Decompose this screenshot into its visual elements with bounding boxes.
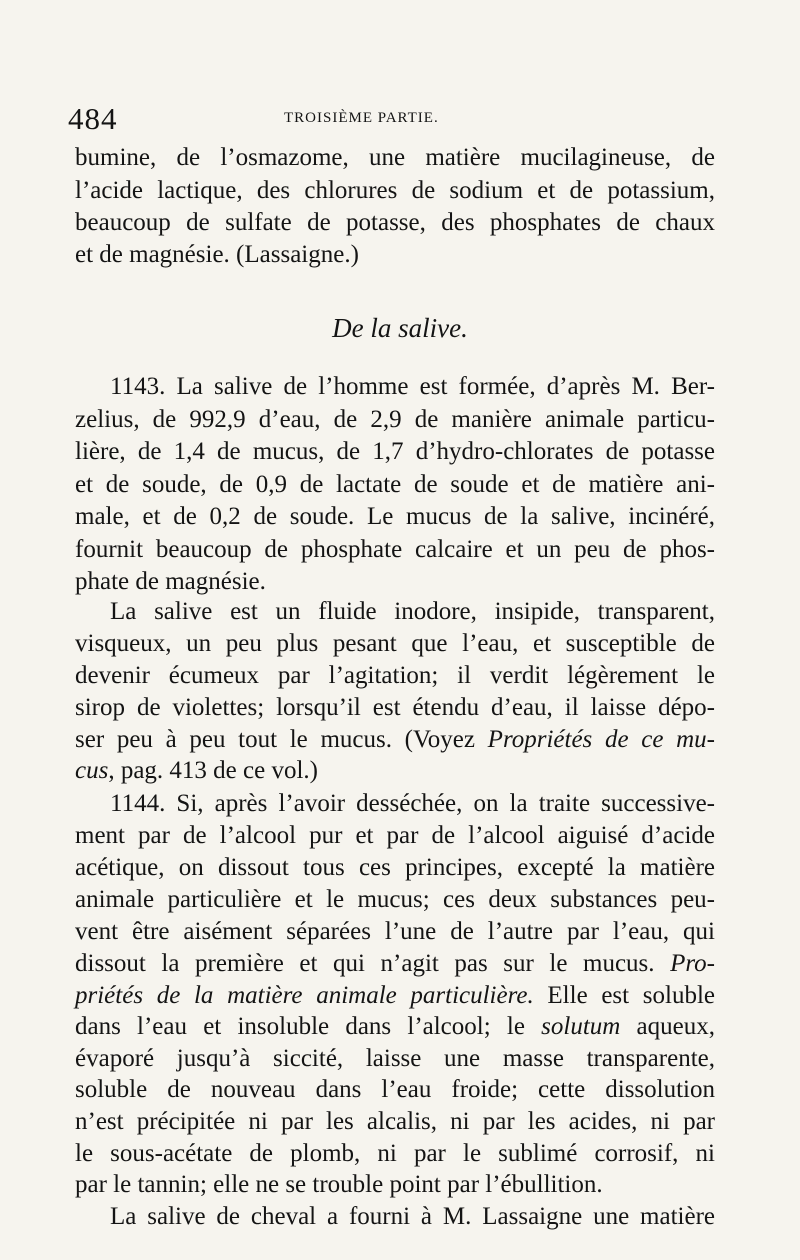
- text-line: sirop de violettes; lorsqu’il est étendu d’eau, il laisse dépo-: [75, 694, 715, 721]
- running-title: TROISIÈME PARTIE.: [284, 110, 439, 126]
- text-line: 1144. Si, après l’avoir desséchée, on la traite successive-: [110, 790, 715, 817]
- text-line: [75, 756, 715, 786]
- text-segment: dissout la première et qui n’agit pas sur le mucus.: [75, 950, 671, 977]
- text-segment: Elle est soluble: [533, 982, 715, 1009]
- text-line: beaucoup de sulfate de potasse, des phosphates de chaux: [75, 209, 715, 236]
- text-segment: aqueux,: [620, 1013, 715, 1040]
- text-line: par le tannin; elle ne se trouble point par l’ébullition.: [75, 1171, 603, 1198]
- text-line: [75, 725, 715, 755]
- text-line: n’est précipitée ni par les alcalis, ni par les acides, ni par: [75, 1108, 715, 1135]
- italic-text-segment: solutum: [541, 1013, 621, 1040]
- text-segment: , pag. 413 de ce vol.): [108, 757, 318, 784]
- text-line: 1143. La salive de l’homme est formée, d’après M. Ber-: [110, 373, 715, 400]
- text-line: lière, de 1,4 de mucus, de 1,7 d’hydro-chlorates de potasse: [75, 438, 715, 465]
- text-line: [75, 949, 715, 979]
- text-line: soluble de nouveau dans l’eau froide; cette dissolution: [75, 1076, 715, 1103]
- text-line: et de soude, de 0,9 de lactate de soude et de matière ani-: [75, 471, 715, 498]
- text-line: male, et de 0,2 de soude. Le mucus de la salive, incinéré,: [75, 503, 715, 530]
- italic-text-segment: priétés de la matière animale particulière.: [75, 982, 534, 1009]
- text-line: et de magnésie. (Lassaigne.): [75, 241, 359, 268]
- section-heading: De la salive.: [332, 313, 468, 343]
- text-line: La salive est un fluide inodore, insipide, transparent,: [110, 598, 715, 625]
- text-line: devenir écumeux par l’agitation; il verdit légèrement le: [75, 662, 715, 689]
- text-line: acétique, on dissout tous ces principes, excepté la matière: [75, 854, 715, 881]
- text-line: La salive de cheval a fourni à M. Lassaigne une matière: [110, 1203, 715, 1230]
- text-line: vent être aisément séparées l’une de l’autre par l’eau, qui: [75, 918, 715, 945]
- text-line: fournit beaucoup de phosphate calcaire et un peu de phos-: [75, 536, 715, 563]
- text-line: animale particulière et le mucus; ces deux substances peu-: [75, 886, 715, 913]
- italic-text-segment: cus: [75, 757, 109, 784]
- running-head: [68, 100, 718, 138]
- page-number: 484: [68, 101, 118, 136]
- text-line: évaporé jusqu’à siccité, laisse une masse transparente,: [75, 1045, 715, 1072]
- text-segment: ser peu à peu tout le mucus. (Voyez: [75, 726, 488, 753]
- text-line: ment par de l’alcool pur et par de l’alcool aiguisé d’acide: [75, 822, 715, 849]
- italic-text-segment: Pro-: [670, 950, 715, 977]
- text-line: zelius, de 992,9 d’eau, de 2,9 de manière animale particu-: [75, 406, 715, 433]
- text-line: [75, 1012, 715, 1042]
- text-line: visqueux, un peu plus pesant que l’eau, et susceptible de: [75, 630, 715, 657]
- text-line: le sous-acétate de plomb, ni par le sublimé corrosif, ni: [75, 1140, 715, 1167]
- text-line: bumine, de l’osmazome, une matière mucilagineuse, de: [75, 144, 715, 171]
- text-segment: dans l’eau et insoluble dans l’alcool; le: [75, 1013, 542, 1040]
- italic-text-segment: Propriétés de ce mu-: [487, 726, 715, 753]
- text-line: [75, 981, 715, 1011]
- text-line: phate de magnésie.: [75, 568, 266, 595]
- text-line: l’acide lactique, des chlorures de sodium et de potassium,: [75, 177, 715, 204]
